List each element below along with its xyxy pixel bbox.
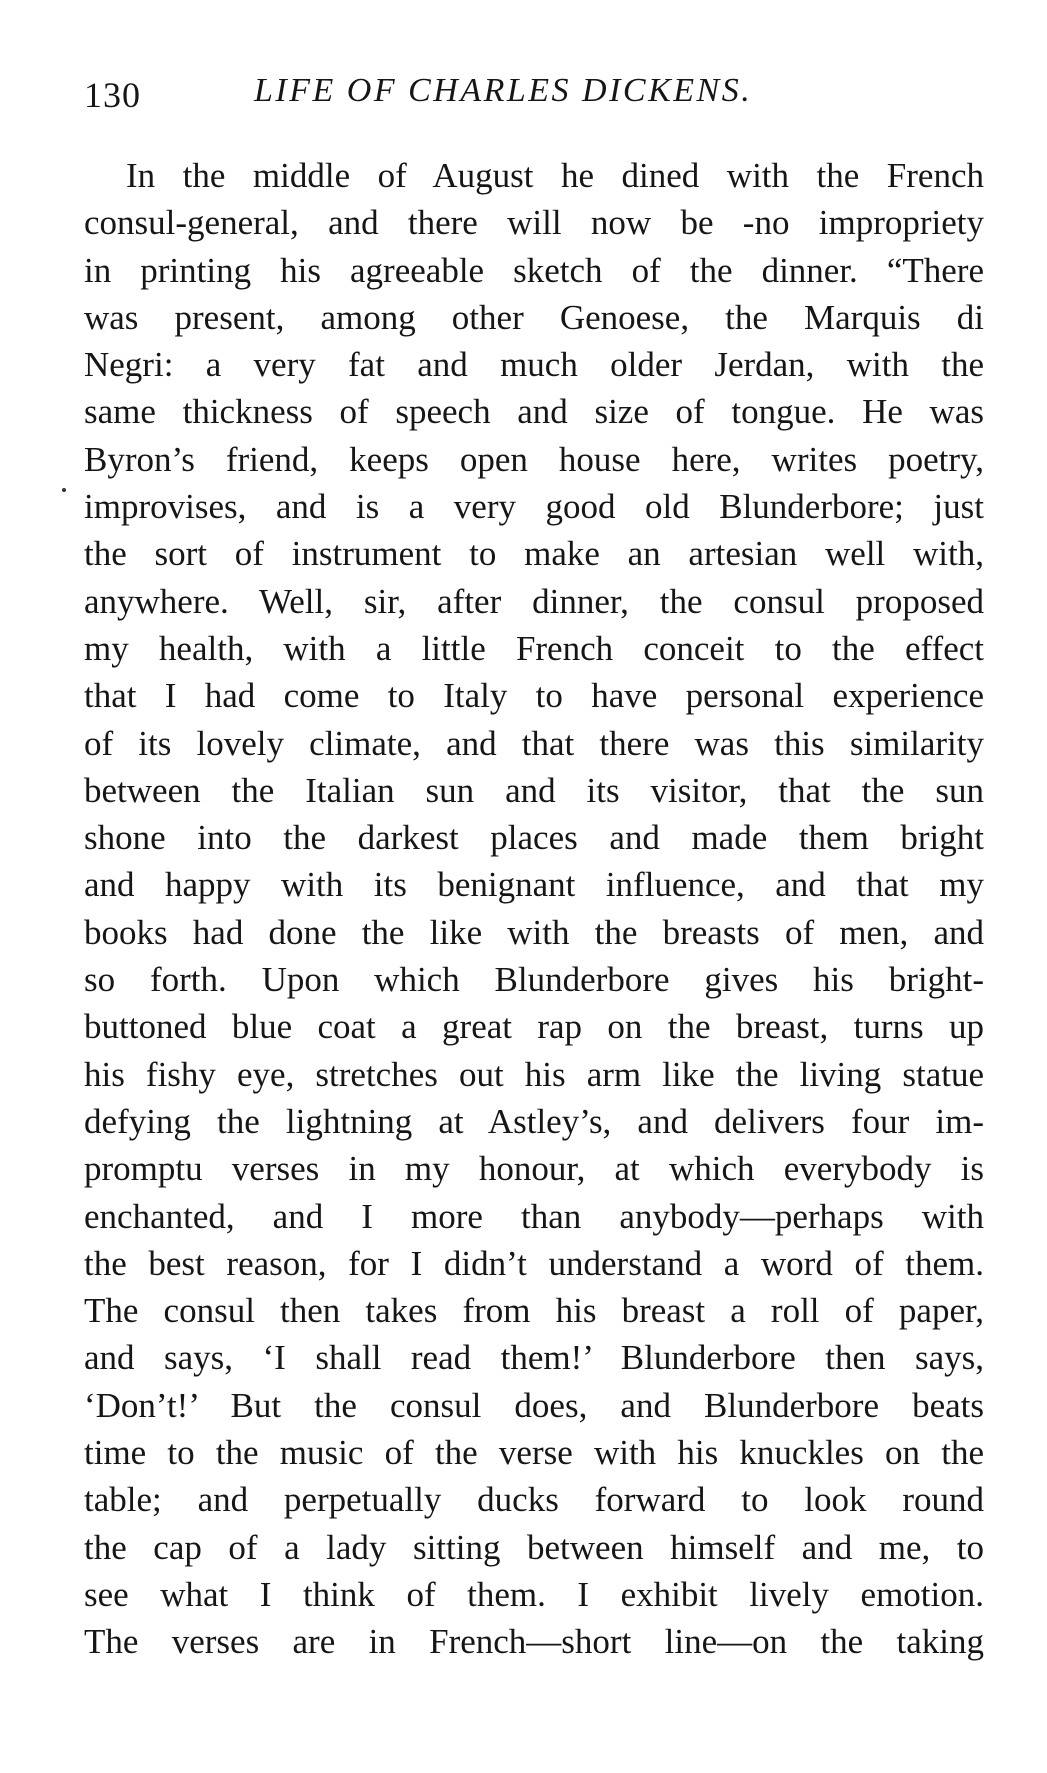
page-header bbox=[84, 68, 984, 118]
text-line: the best reason, for I didn’t understand a word of them. bbox=[84, 1243, 984, 1283]
text-line: the cap of a lady sitting between himself and me, to bbox=[84, 1527, 984, 1567]
page-number: 130 bbox=[84, 75, 141, 115]
text-line: same thickness of speech and size of tongue. He was bbox=[84, 392, 984, 432]
text-line: Negri: a very fat and much older Jerdan, with the bbox=[84, 345, 984, 385]
text-line: defying the lightning at Astley’s, and delivers four im- bbox=[84, 1101, 984, 1141]
text-line: was present, among other Genoese, the Marquis di bbox=[84, 297, 984, 337]
text-line: consul-general, and there will now be -no impropriety bbox=[84, 203, 984, 243]
text-line: enchanted, and I more than anybody—perhaps with bbox=[84, 1196, 984, 1236]
text-line: promptu verses in my honour, at which everybody is bbox=[84, 1149, 984, 1189]
text-line: so forth. Upon which Blunderbore gives his bright- bbox=[84, 960, 984, 1000]
text-line: see what I think of them. I exhibit lively emotion. bbox=[84, 1574, 984, 1614]
body-paragraph bbox=[84, 152, 984, 1666]
text-line: The consul then takes from his breast a roll of paper, bbox=[84, 1291, 984, 1331]
text-line: ‘Don’t!’ But the consul does, and Blunderbore beats bbox=[84, 1385, 984, 1425]
text-line: my health, with a little French conceit to the effect bbox=[84, 628, 984, 668]
text-line: in printing his agreeable sketch of the dinner. “There bbox=[84, 250, 984, 290]
text-line: of its lovely climate, and that there was this similarity bbox=[84, 723, 984, 763]
text-line: his fishy eye, stretches out his arm like the living statue bbox=[84, 1054, 984, 1094]
text-line: and says, ‘I shall read them!’ Blunderbore then says, bbox=[84, 1338, 984, 1378]
text-line: The verses are in French—short line—on the taking bbox=[84, 1622, 984, 1662]
text-line: shone into the darkest places and made them bright bbox=[84, 818, 984, 858]
text-line: time to the music of the verse with his knuckles on the bbox=[84, 1433, 984, 1473]
text-line: buttoned blue coat a great rap on the breast, turns up bbox=[84, 1007, 984, 1047]
text-line: and happy with its benignant influence, and that my bbox=[84, 865, 984, 905]
text-line: table; and perpetually ducks forward to look round bbox=[84, 1480, 984, 1520]
margin-dot bbox=[62, 488, 66, 492]
running-title: LIFE OF CHARLES DICKENS. bbox=[254, 72, 753, 109]
text-line: that I had come to Italy to have personal experience bbox=[84, 676, 984, 716]
text-line: Byron’s friend, keeps open house here, writes poetry, bbox=[84, 439, 984, 479]
text-line: In the middle of August he dined with the French bbox=[126, 156, 984, 195]
text-line: improvises, and is a very good old Blunderbore; just bbox=[84, 487, 984, 527]
text-line: books had done the like with the breasts of men, and bbox=[84, 912, 984, 952]
text-line: between the Italian sun and its visitor, that the sun bbox=[84, 770, 984, 810]
text-line: anywhere. Well, sir, after dinner, the consul proposed bbox=[84, 581, 984, 621]
text-line: the sort of instrument to make an artesian well with, bbox=[84, 534, 984, 574]
